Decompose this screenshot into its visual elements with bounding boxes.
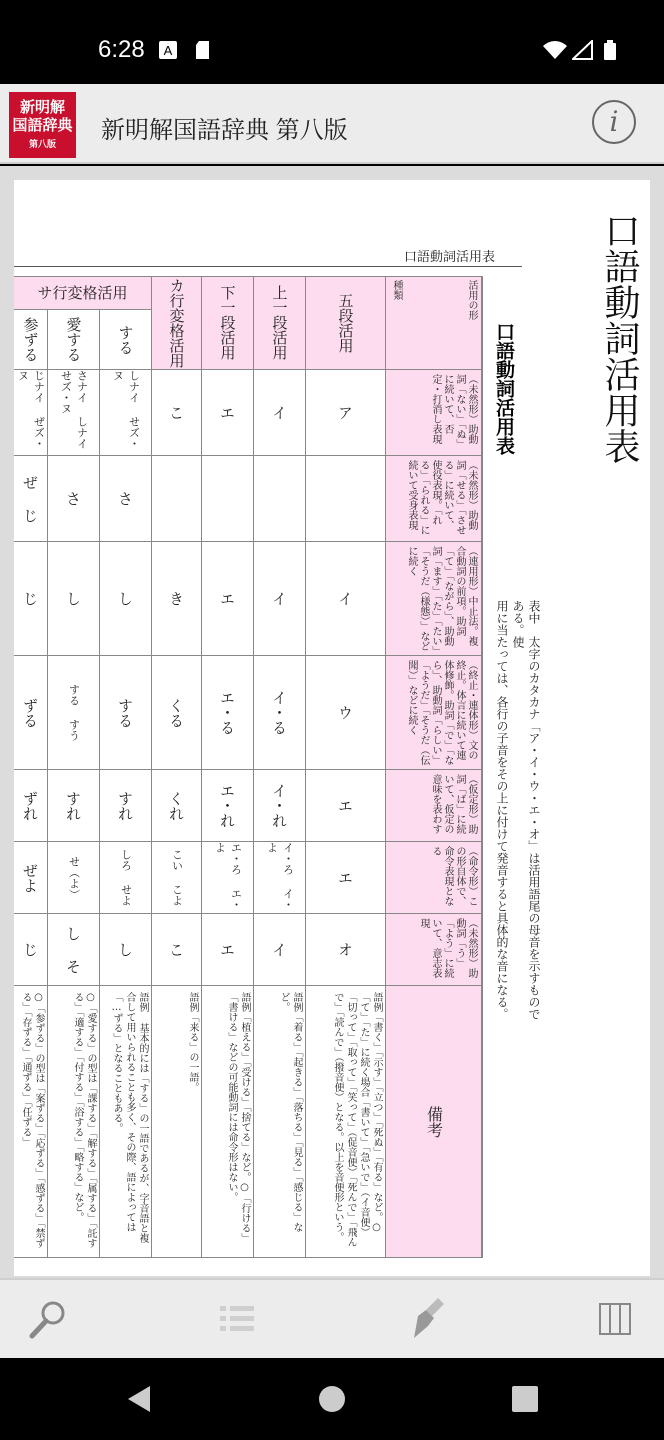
table-cell: エ bbox=[202, 542, 254, 656]
table-cell: ぜ じ bbox=[14, 456, 48, 542]
app-title: 新明解国語辞典 第八版 bbox=[101, 117, 348, 144]
running-header: 口語動詞活用表 bbox=[404, 250, 496, 265]
table-cell: エ bbox=[202, 914, 254, 986]
table-cell: き bbox=[152, 542, 202, 656]
table-cell: さ bbox=[100, 456, 152, 542]
app-bar bbox=[0, 84, 664, 164]
table-cell: しろ せよ bbox=[100, 842, 152, 914]
row-label-5: （命令形）この形自体で、命令表現となる bbox=[386, 842, 482, 914]
bikou-cell: 語例「植える」「受ける」「捨てる」など。○「行ける」「書ける」などの可能動詞には命令形はない。 bbox=[202, 986, 254, 1258]
table-cell: イ・る bbox=[254, 656, 306, 770]
row-label-4: （仮定形）助詞「ば」に続いて、仮定の意味を表わす bbox=[386, 770, 482, 842]
header-column-0: 五段活用 bbox=[306, 276, 386, 370]
row-label-2: （連用形）中止法。複合動詞の前項。助詞「て」「ながら」、助動詞「ます」「た」「たい」「そうだ（様態）」などに続く bbox=[386, 542, 482, 656]
header-column-5: 愛する bbox=[48, 310, 100, 370]
bikou-cell: ○「参ずる」の型は「案ずる」「応ずる」「感ずる」「禁ずる」「存ずる」「通ずる」「任ずる」 bbox=[14, 986, 48, 1258]
table-cell: イ・ろ イ・よ bbox=[254, 842, 306, 914]
signal-icon bbox=[572, 40, 594, 60]
table-cell bbox=[152, 456, 202, 542]
table-cell: ずれ bbox=[14, 770, 48, 842]
table-cell: しナイ せズ・ヌ bbox=[100, 370, 152, 456]
header-rowlabel-top: 活用の形 bbox=[466, 280, 477, 320]
table-cell: エ bbox=[306, 842, 386, 914]
row-label-0: （未然形）助動詞「ない」「ぬ」に続いて、否定・打消し表現 bbox=[386, 370, 482, 456]
sd-card-icon bbox=[194, 40, 214, 60]
table-cell bbox=[202, 456, 254, 542]
status-time: 6:28 bbox=[98, 36, 145, 63]
table-cell: じ bbox=[14, 914, 48, 986]
app-logo bbox=[9, 92, 76, 158]
bikou-cell: 語例「着る」「起きる」「落ちる」「見る」「感じる」など。 bbox=[254, 986, 306, 1258]
marker-icon[interactable] bbox=[404, 1296, 450, 1342]
table-title: 口語動詞活用表 bbox=[493, 322, 515, 455]
info-icon: i bbox=[609, 105, 619, 138]
table-cell: こ bbox=[152, 370, 202, 456]
table-cell: すれ bbox=[100, 770, 152, 842]
info-button[interactable] bbox=[592, 100, 636, 144]
battery-icon bbox=[603, 40, 617, 60]
search-icon[interactable] bbox=[26, 1296, 72, 1342]
svg-text:A: A bbox=[163, 43, 173, 58]
table-cell: し bbox=[100, 542, 152, 656]
note-line2: 用に当たっては、各行の子音をその上に付けて発音すると具体的な音になる。 bbox=[495, 600, 509, 1020]
table-cell: し bbox=[100, 914, 152, 986]
header-sa-group: サ行変格活用 bbox=[14, 276, 152, 310]
header-column-2: 下一段活用 bbox=[202, 276, 254, 370]
table-cell bbox=[254, 456, 306, 542]
table-cell: エ・れ bbox=[202, 770, 254, 842]
table-cell: さナイ しナイ せズ・ヌ bbox=[48, 370, 100, 456]
table-cell: し そ bbox=[48, 914, 100, 986]
content-area[interactable] bbox=[0, 166, 664, 1278]
logo-line3: 第八版 bbox=[28, 140, 56, 150]
row-label-1: （未然形）助動詞「せる」「させる」に続いて、使役表現。「れる」「られる」に続いて受身表現 bbox=[386, 456, 482, 542]
header-column-3: カ行変格活用 bbox=[152, 276, 202, 370]
table-cell: する すう bbox=[48, 656, 100, 770]
table-cell: オ bbox=[306, 914, 386, 986]
table-note bbox=[494, 600, 542, 1020]
header-column-1: 上一段活用 bbox=[254, 276, 306, 370]
table-cell: エ・る bbox=[202, 656, 254, 770]
page-title: 口語動詞活用表 bbox=[599, 212, 640, 464]
table-cell: イ・れ bbox=[254, 770, 306, 842]
table-cell: じナイ ぜズ・ヌ bbox=[14, 370, 48, 456]
header-column-4: する bbox=[100, 310, 152, 370]
table-cell: イ bbox=[306, 542, 386, 656]
logo-line2: 国語辞典 bbox=[12, 116, 73, 134]
header-corner-cell bbox=[386, 276, 482, 370]
running-header-rule bbox=[14, 266, 522, 267]
table-cell: さ bbox=[48, 456, 100, 542]
table-cell: ウ bbox=[306, 656, 386, 770]
row-label-6: （未然形）助動詞「う」「よう」に続いて、意志表現 bbox=[386, 914, 482, 986]
accessibility-a-icon bbox=[158, 40, 178, 60]
bikou-cell: ○「愛する」の型は「課する」「解する」「属する」「託する」「適する」「付する」「浴する」「略する」など。 bbox=[48, 986, 100, 1258]
bikou-cell: 語例 基本的には「する」の一語であるが、字音語と複合して用いられることも多く、その際、語によっては「…ずる」となることもある。 bbox=[100, 986, 152, 1258]
row-label-bikou: 備考 bbox=[386, 986, 482, 1258]
recents-icon[interactable] bbox=[510, 1384, 540, 1414]
system-nav-bar bbox=[0, 1358, 664, 1440]
table-cell: エ bbox=[202, 370, 254, 456]
wifi-icon bbox=[542, 40, 568, 60]
status-bar bbox=[0, 0, 664, 84]
bikou-cell: 語例「来る」の一語。 bbox=[152, 986, 202, 1258]
bottom-toolbar bbox=[0, 1278, 664, 1358]
back-icon[interactable] bbox=[124, 1384, 154, 1414]
table-cell: すれ bbox=[48, 770, 100, 842]
header-rowlabel-bottom: 種類 bbox=[391, 280, 402, 300]
table-cell: イ bbox=[254, 542, 306, 656]
header-column-6: 参ずる bbox=[14, 310, 48, 370]
table-cell bbox=[306, 456, 386, 542]
table-cell: エ・ろ エ・よ bbox=[202, 842, 254, 914]
table-cell: イ bbox=[254, 914, 306, 986]
table-cell: じ bbox=[14, 542, 48, 656]
table-cell: こい こよ bbox=[152, 842, 202, 914]
table-cell: せ（よ） bbox=[48, 842, 100, 914]
note-line1: 表中 太字のカタカナ「ア・イ・ウ・エ・オ」は活用語尾の母音を示すものである。使 bbox=[511, 600, 541, 1020]
table-cell: し bbox=[48, 542, 100, 656]
table-cell: エ bbox=[306, 770, 386, 842]
table-cell: ア bbox=[306, 370, 386, 456]
dictionary-page[interactable] bbox=[14, 180, 650, 1276]
row-label-3: （終止・連体形）文の終止。体言に続いて連体修飾。助詞「で」「なら」、助動詞「らしい」「ようだ」「そうだ（伝聞）」などに続く bbox=[386, 656, 482, 770]
bikou-cell: 語例「書く」「示す」「立つ」「死ぬ」「有る」など。○「て」「た」に続く場合「書いて」「急いで」（イ音便）「切って」「取って」「笑って」（促音便）「死んで」「飛んで」「読んで」（撥音便）となる。以上を音便形という。 bbox=[306, 986, 386, 1258]
columns-icon[interactable] bbox=[592, 1296, 638, 1342]
table-cell: イ bbox=[254, 370, 306, 456]
table-cell: する bbox=[100, 656, 152, 770]
table-cell: くれ bbox=[152, 770, 202, 842]
table-cell: くる bbox=[152, 656, 202, 770]
table-cell: ぜよ bbox=[14, 842, 48, 914]
home-icon[interactable] bbox=[317, 1384, 347, 1414]
table-cell: ずる bbox=[14, 656, 48, 770]
logo-line1: 新明解 bbox=[19, 98, 65, 116]
table-cell: こ bbox=[152, 914, 202, 986]
list-icon[interactable] bbox=[214, 1296, 260, 1342]
